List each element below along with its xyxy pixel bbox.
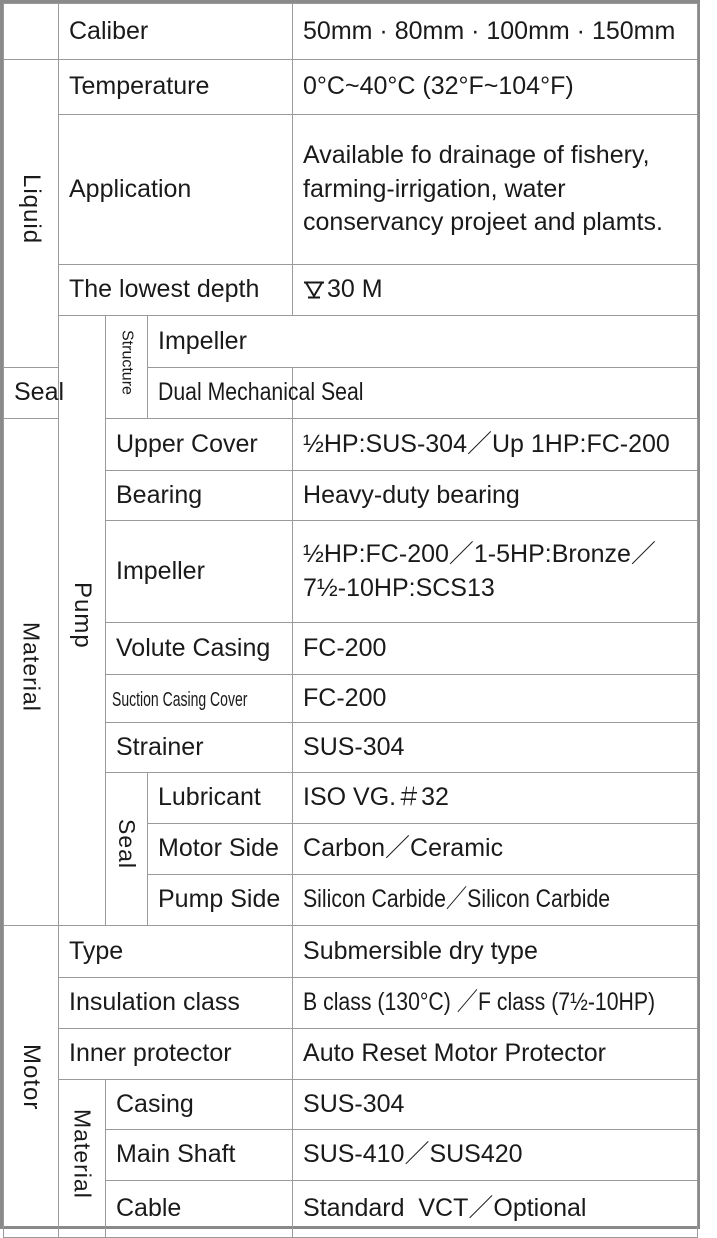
motor-side-label: Motor Side	[148, 824, 293, 875]
motor-type-value: Submersible dry type	[293, 926, 698, 978]
pump-side-value-cell	[293, 875, 698, 926]
table-row	[4, 675, 698, 723]
inner-protector-label: Inner protector	[59, 1029, 293, 1080]
table-row	[4, 316, 698, 368]
group-motor-label: Motor	[18, 1043, 46, 1110]
volute-casing-label: Volute Casing	[106, 623, 293, 675]
lowest-depth-label: The lowest depth	[59, 265, 293, 316]
structure-seal-value: Dual Mechanical Seal	[158, 378, 364, 407]
group-motor	[4, 926, 59, 1238]
bearing-label: Bearing	[106, 471, 293, 521]
subgroup-seal	[106, 773, 148, 926]
subgroup-seal-label: Seal	[114, 819, 141, 870]
temperature-value: 0°C~40°C (32°F~104°F)	[293, 60, 698, 115]
cable-value: Standard VCT／Optional	[293, 1181, 698, 1238]
strainer-value: SUS-304	[293, 723, 698, 773]
inner-protector-value: Auto Reset Motor Protector	[293, 1029, 698, 1080]
table-row	[4, 521, 698, 623]
suction-casing-cover-value: FC-200	[293, 675, 698, 723]
motor-type-label: Type	[59, 926, 293, 978]
table-row	[4, 773, 698, 824]
subgroup-pump-material	[4, 419, 59, 926]
application-value: Available fo drainage of fishery, farming-irrigation, water conservancy projeet and plamts.	[293, 115, 698, 265]
cable-label: Cable	[106, 1181, 293, 1238]
suction-casing-cover-label-cell	[106, 675, 293, 723]
upper-cover-label: Upper Cover	[106, 419, 293, 471]
table-row	[4, 1181, 698, 1238]
pump-side-label: Pump Side	[148, 875, 293, 926]
subgroup-motor-material	[59, 1080, 106, 1238]
table-row	[4, 978, 698, 1029]
upper-cover-value: ½HP:SUS-304／Up 1HP:FC-200	[293, 419, 698, 471]
table-row	[4, 115, 698, 265]
motor-side-value: Carbon／Ceramic	[293, 824, 698, 875]
group-liquid	[4, 60, 59, 368]
strainer-label: Strainer	[106, 723, 293, 773]
table-row	[4, 1029, 698, 1080]
insulation-class-value: B class (130°C) ／F class (7½-10HP)	[303, 988, 656, 1017]
spec-table	[3, 3, 698, 1238]
lowest-depth-value: 30 M	[327, 275, 383, 304]
table-row	[4, 723, 698, 773]
casing-label: Casing	[106, 1080, 293, 1130]
main-shaft-label: Main Shaft	[106, 1130, 293, 1181]
volute-casing-value: FC-200	[293, 623, 698, 675]
water-level-icon	[303, 281, 325, 299]
material-impeller-value: ½HP:FC-200／1-5HP:Bronze／7½-10HP:SCS13	[293, 521, 698, 623]
lowest-depth-value-cell	[293, 265, 698, 316]
table-row	[4, 4, 698, 60]
bearing-value: Heavy-duty bearing	[293, 471, 698, 521]
table-row	[4, 623, 698, 675]
caliber-value: 50mm · 80mm · 100mm · 150mm	[293, 4, 698, 60]
casing-value: SUS-304	[293, 1080, 698, 1130]
subgroup-pump-material-label: Material	[18, 622, 45, 713]
table-row	[4, 60, 698, 115]
table-row	[4, 1080, 698, 1130]
temperature-label: Temperature	[59, 60, 293, 115]
insulation-class-label: Insulation class	[59, 978, 293, 1029]
subgroup-motor-material-label: Material	[69, 1108, 96, 1199]
subgroup-structure	[106, 316, 148, 419]
material-impeller-label: Impeller	[106, 521, 293, 623]
main-shaft-value: SUS-410／SUS420	[293, 1130, 698, 1181]
structure-seal-value-cell	[148, 368, 364, 419]
table-row	[4, 1130, 698, 1181]
caliber-label: Caliber	[59, 4, 293, 60]
structure-seal-label: Seal	[4, 368, 106, 419]
suction-casing-cover-label: Suction Casing Cover	[112, 688, 248, 711]
application-label: Application	[59, 115, 293, 265]
group-pump-label: Pump	[69, 582, 97, 650]
subgroup-structure-label: Structure	[118, 329, 136, 395]
group-liquid-label: Liquid	[18, 173, 46, 244]
insulation-class-value-cell	[293, 978, 698, 1029]
structure-impeller-label: Impeller	[148, 316, 698, 368]
table-row	[4, 265, 698, 316]
lubricant-label: Lubricant	[148, 773, 293, 824]
table-row	[4, 419, 698, 471]
table-row	[4, 471, 698, 521]
pump-side-value: Silicon Carbide／Silicon Carbide	[303, 885, 611, 914]
lubricant-value: ISO VG.＃32	[293, 773, 698, 824]
corner-cell	[4, 4, 59, 60]
table-row	[4, 926, 698, 978]
